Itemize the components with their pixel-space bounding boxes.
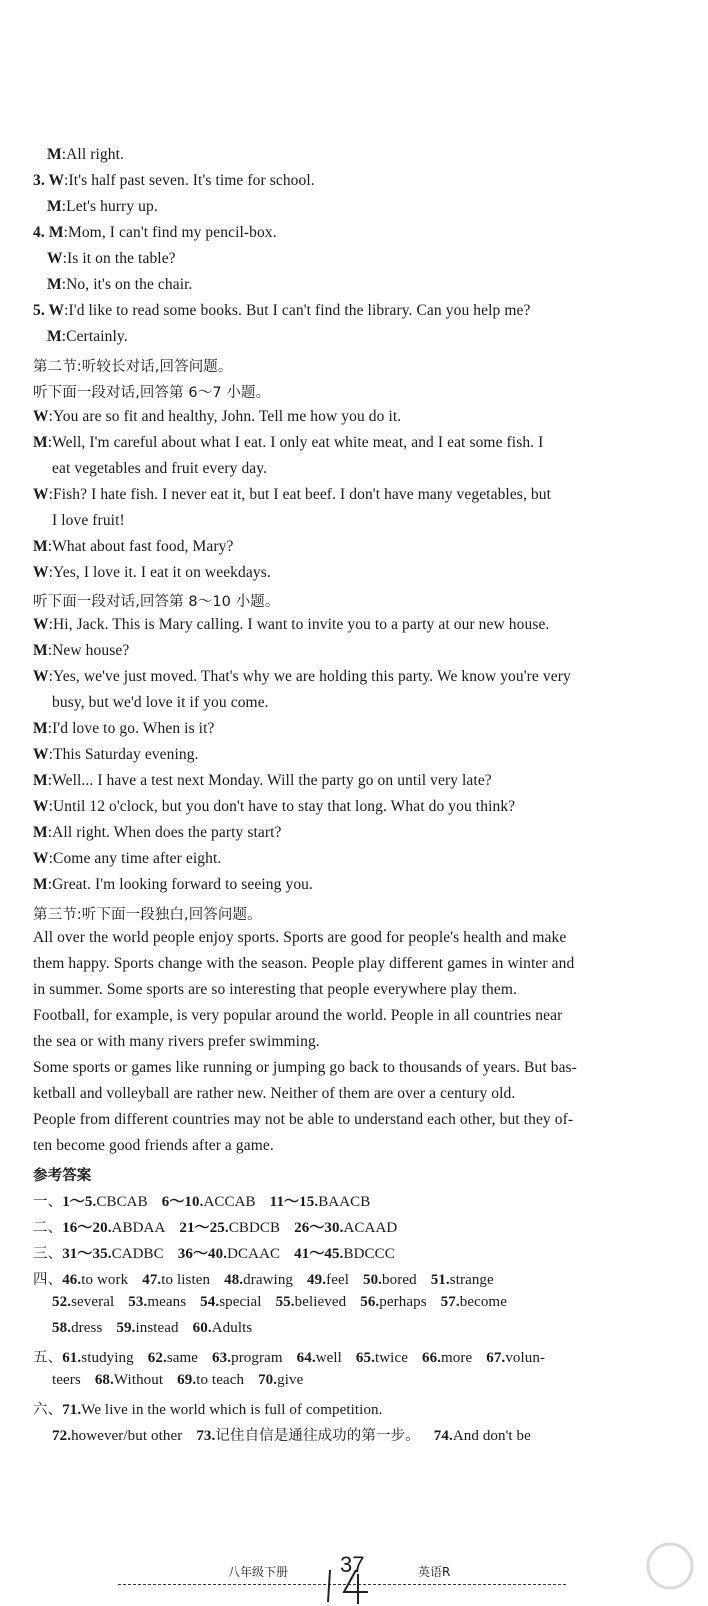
- handwritten-number: [322, 1566, 374, 1606]
- footer-subject: 英语R: [418, 1565, 451, 1579]
- monologue-line: People from different countries may not be able to understand each other, but they of-: [33, 1111, 574, 1128]
- answer-row: 58.dress 59.instead 60.Adults: [52, 1320, 253, 1336]
- dialog-intro: 听下面一段对话,回答第 6～7 小题。: [33, 385, 271, 401]
- dialogue-line: M:No, it's on the chair.: [47, 276, 193, 293]
- dialog-intro: 听下面一段对话,回答第 8～10 小题。: [33, 594, 280, 610]
- dialogue-line: W:This Saturday evening.: [33, 746, 199, 763]
- answers-heading: 参考答案: [33, 1168, 92, 1184]
- section-heading: 第二节:听较长对话,回答问题。: [33, 359, 233, 375]
- dialogue-line: W:You are so fit and healthy, John. Tell me how you do it.: [33, 408, 402, 425]
- watermark-logo: [520, 1538, 700, 1600]
- dialogue-line: M:Great. I'm looking forward to seeing you.: [33, 876, 313, 893]
- answer-row: 一、1～5.CBCAB 6～10.ACCAB 11～15.BAACB: [33, 1194, 371, 1210]
- dialogue-line: M:Well... I have a test next Monday. Will the party go on until very late?: [33, 772, 492, 789]
- page-number: 37: [340, 1552, 365, 1577]
- monologue-line: Some sports or games like running or jumping go back to thousands of years. But bas-: [33, 1059, 577, 1076]
- dialogue-line: W:Until 12 o'clock, but you don't have to stay that long. What do you think?: [33, 798, 516, 815]
- dialogue-line: eat vegetables and fruit every day.: [52, 460, 268, 477]
- dialogue-line: M:What about fast food, Mary?: [33, 538, 234, 555]
- answer-row: 六、71.We live in the world which is full of competition.: [33, 1402, 383, 1418]
- section-heading: 第三节:听下面一段独白,回答问题。: [33, 907, 262, 923]
- dialogue-line: M:Let's hurry up.: [47, 198, 158, 215]
- monologue-line: in summer. Some sports are so interesting that people everywhere play them.: [33, 981, 518, 998]
- answer-row: 72.however/but other 73.记住自信是通往成功的第一步。 74.And don't be: [52, 1428, 531, 1444]
- monologue-line: them happy. Sports change with the season. People play different games in winter and: [33, 955, 575, 972]
- dialogue-line: W:Is it on the table?: [47, 250, 176, 267]
- dialogue-line: M:Well, I'm careful about what I eat. I only eat white meat, and I eat some fish. I: [33, 434, 544, 451]
- answer-row: 52.several 53.means 54.special 55.believed 56.perhaps 57.become: [52, 1294, 507, 1310]
- monologue-line: the sea or with many rivers prefer swimming.: [33, 1033, 320, 1050]
- dialogue-line: busy, but we'd love it if you come.: [52, 694, 269, 711]
- dialogue-line: M:Certainly.: [47, 328, 128, 345]
- dialogue-line: I love fruit!: [52, 512, 125, 529]
- dialogue-line: W:Yes, we've just moved. That's why we are holding this party. We know you're very: [33, 668, 571, 685]
- dialogue-line: W:Fish? I hate fish. I never eat it, but I eat beef. I don't have many vegetables, but: [33, 486, 551, 503]
- answer-row: 三、31～35.CADBC 36～40.DCAAC 41～45.BDCCC: [33, 1246, 395, 1262]
- answer-row: 五、61.studying 62.same 63.program 64.well 65.twice 66.more 67.volun-: [33, 1350, 546, 1366]
- monologue-line: Football, for example, is very popular around the world. People in all countries near: [33, 1007, 563, 1024]
- dialogue-line: M:All right. When does the party start?: [33, 824, 282, 841]
- answer-row: 四、46.to work 47.to listen 48.drawing 49.feel 50.bored 51.strange: [33, 1272, 494, 1288]
- monologue-line: All over the world people enjoy sports. Sports are good for people's health and make: [33, 929, 567, 946]
- monologue-line: ten become good friends after a game.: [33, 1137, 274, 1154]
- monologue-line: ketball and volleyball are rather new. Neither of them are over a century old.: [33, 1085, 516, 1102]
- dialogue-line: 4. M:Mom, I can't find my pencil-box.: [33, 224, 277, 241]
- dialogue-line: W:Yes, I love it. I eat it on weekdays.: [33, 564, 271, 581]
- footer-grade: 八年级下册: [228, 1565, 289, 1579]
- dialogue-line: 5. W:I'd like to read some books. But I can't find the library. Can you help me?: [33, 302, 531, 319]
- dialogue-line: M:All right.: [47, 146, 124, 163]
- dialogue-line: M:I'd love to go. When is it?: [33, 720, 215, 737]
- answer-row: teers 68.Without 69.to teach 70.give: [52, 1372, 304, 1388]
- dialogue-line: W:Come any time after eight.: [33, 850, 222, 867]
- dialogue-line: 3. W:It's half past seven. It's time for school.: [33, 172, 315, 189]
- dialogue-line: M:New house?: [33, 642, 130, 659]
- dialogue-line: W:Hi, Jack. This is Mary calling. I want to invite you to a party at our new house.: [33, 616, 550, 633]
- answer-row: 二、16～20.ABDAA 21～25.CBDCB 26～30.ACAAD: [33, 1220, 398, 1236]
